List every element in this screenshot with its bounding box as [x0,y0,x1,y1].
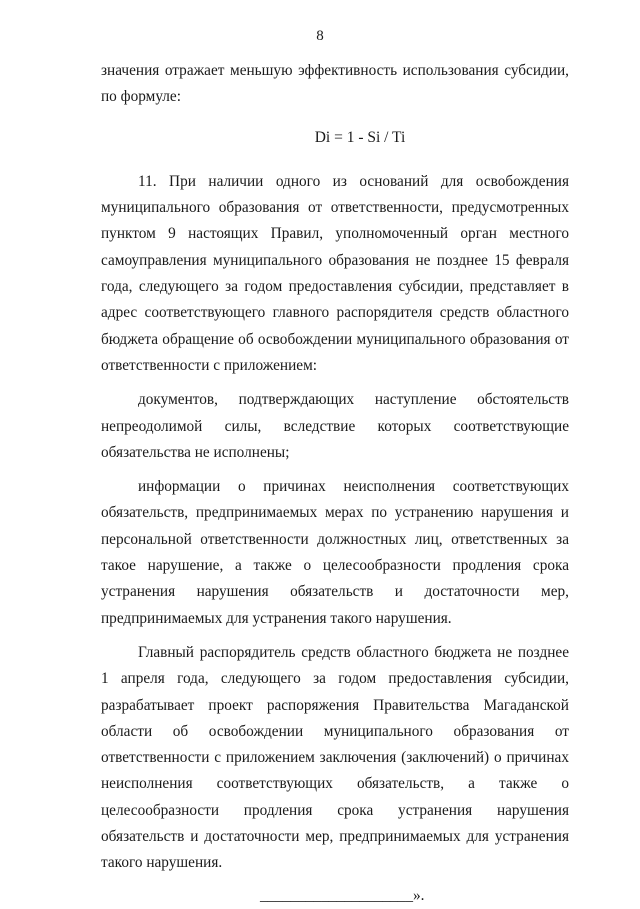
formula: Di = 1 - Si / Ti [314,128,406,146]
page-number: 8 [316,28,324,44]
list-item-information: информации о причинах неисполнения соответствующих обязательств, предпринимаемых мерах по устранению нарушения и персональной ответственности должностных лиц, ответственных за такое нарушение, а также о целесообразности продления срока устранения нарушения обязательств и достаточности мер, предпринимаемых для устранения такого нарушения. [101,478,569,627]
intro-paragraph: значения отражает меньшую эффективность использования субсидии, по формуле: [101,62,569,106]
paragraph-11: 11. При наличии одного из оснований для освобождения муниципального образования от ответственности, предусмотренных пунктом 9 настоящих Правил, уполномоченный орган местного самоуправления муниципального образования не позднее 15 февраля года, следующего за годом предоставления субсидии, представляет в адрес соответствующего главного распорядителя средств областного бюджета обращение об освобождении муниципального образования от ответственности с приложением: [101,172,569,374]
paragraph-chief-administrator: Главный распорядитель средств областного бюджета не позднее 1 апреля года, следующего за годом предоставления субсидии, разрабатывает проект распоряжения Правительства Магаданской области об освобождении муниципального образования от ответственности с приложением заключения (заключений) о причинах неисполнения соответствующих обязательств, а также о целесообразности продления срока устранения нарушения обязательств и достаточности мер, предпринимаемых для устранения такого нарушения. [101,643,569,872]
closing-line: ____________________». [260,886,425,904]
list-item-documents: документов, подтверждающих наступление обстоятельств непреодолимой силы, вследствие которых соответствующие обязательства не исполнены; [101,391,569,461]
document-body [101,58,569,909]
